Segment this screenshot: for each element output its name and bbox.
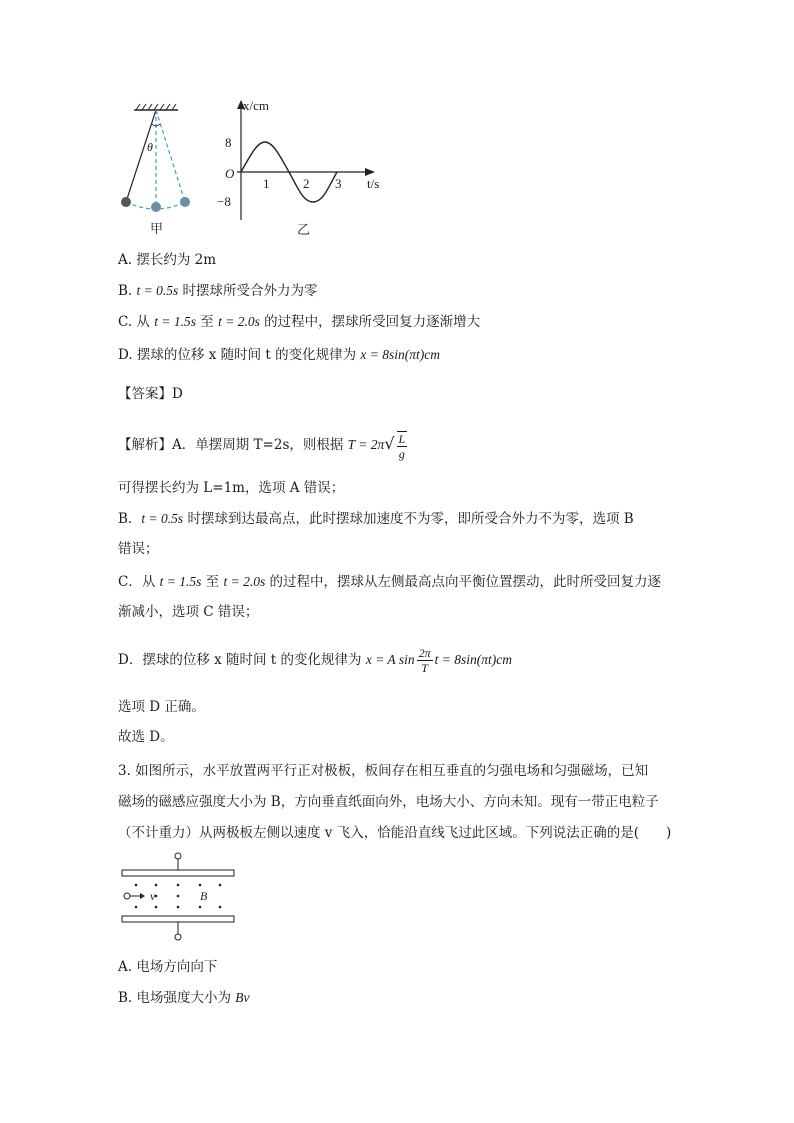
option-a: A. 摆长约为 2m: [118, 252, 217, 268]
option-b-prefix: B.: [118, 283, 137, 299]
analysis-l1-text: 【解析】A．单摆周期 T=2s，则根据: [118, 437, 348, 453]
pendulum-figure: [112, 100, 212, 240]
option-d: [118, 345, 440, 365]
option-b-math: t = 0.5s: [136, 283, 179, 298]
analysis-l3-prefix: B．: [118, 511, 142, 527]
q3-option-a: A. 电场方向向下: [118, 959, 218, 975]
displacement-lhs: x = A sin: [365, 652, 415, 667]
option-c-mid: 至: [195, 314, 219, 330]
frac-numerator: 2π: [418, 646, 431, 660]
analysis-line-2: 可得摆长约为 L=1m，选项 A 错误；: [118, 480, 345, 496]
q3-line-3: （不计重力）从两极板左侧以速度 v 飞入，恰能沿直线飞过此区域。下列说法正确的是( ): [118, 825, 672, 841]
analysis-line-3: [118, 509, 634, 529]
option-c-math1: t = 1.5s: [154, 314, 196, 329]
analysis-l5-text: 的过程中，摆球从左侧最高点向平衡位置摆动，此时所受回复力逐: [265, 574, 662, 590]
xt-graph: [215, 96, 395, 240]
analysis-line-5: [118, 572, 661, 592]
q3-option-b: [118, 988, 250, 1008]
sqrt-numerator: L: [398, 431, 406, 446]
q3-option-b-text: B. 电场强度大小为: [118, 990, 236, 1006]
graph-caption: 乙: [297, 222, 311, 237]
y-tick-8: 8: [225, 135, 232, 150]
analysis-line-7: [118, 640, 512, 680]
capacitor-figure: [118, 850, 248, 946]
analysis-l5-mid: 至: [201, 574, 224, 590]
frac-denominator: T: [421, 661, 428, 675]
origin-label: O: [225, 166, 235, 181]
field-b-label: B: [200, 889, 208, 903]
analysis-l3-math: t = 0.5s: [141, 511, 184, 526]
y-axis-label: x/cm: [243, 98, 269, 113]
option-d-prefix: D. 摆球的位移 x 随时间 t 的变化规律为: [118, 347, 361, 363]
x-axis-label: t/s: [367, 176, 380, 191]
x-tick-2: 2: [303, 176, 310, 191]
analysis-l5-math1: t = 1.5s: [159, 574, 202, 589]
x-tick-3: 3: [335, 176, 342, 191]
option-c-prefix: C. 从: [118, 314, 155, 330]
q3-line-2: 磁场的磁感应强度大小为 B，方向垂直纸面向外，电场大小、方向未知。现有一带正电粒子: [118, 794, 659, 810]
option-b: [118, 281, 318, 301]
q3-option-b-math: Bv: [235, 990, 250, 1005]
option-b-text: 时摆球所受合外力为零: [178, 283, 318, 299]
analysis-l7-text: D．摆球的位移 x 随时间 t 的变化规律为: [118, 652, 366, 668]
analysis-l5-prefix: C．从: [118, 574, 160, 590]
analysis-line-9: 故选 D。: [118, 729, 174, 745]
theta-label: θ: [147, 140, 153, 154]
analysis-line-4: 错误；: [118, 541, 159, 557]
option-c-text: 的过程中，摆球所受回复力逐渐增大: [259, 314, 481, 330]
analysis-l5-math2: t = 2.0s: [223, 574, 266, 589]
pendulum-caption: 甲: [150, 221, 164, 236]
analysis-line-8: 选项 D 正确。: [118, 699, 205, 715]
option-c: [118, 312, 480, 332]
y-tick-neg8: −8: [217, 194, 231, 209]
answer: 【答案】D: [118, 386, 183, 402]
displacement-rhs: t = 8sin(πt)cm: [434, 652, 512, 667]
option-d-math: x = 8sin(πt)cm: [360, 347, 441, 362]
q3-line-1: 3. 如图所示，水平放置两平行正对极板，板间存在相互垂直的匀强电场和匀强磁场，已知: [118, 763, 649, 779]
option-c-math2: t = 2.0s: [218, 314, 260, 329]
analysis-line-6: 渐减小，选项 C 错误；: [118, 604, 259, 620]
velocity-label: v: [150, 889, 156, 903]
sqrt-denominator: g: [398, 446, 405, 461]
x-tick-1: 1: [263, 176, 270, 191]
analysis-l3-text: 时摆球到达最高点，此时摆球加速度不为零，即所受合外力不为零，选项 B: [183, 511, 634, 527]
period-formula-lhs: T = 2π: [347, 437, 385, 452]
analysis-line-1: 【解析】A．单摆周期 T=2s，则根据 T = 2π√ $\frac{L}{g}$: [118, 431, 406, 461]
